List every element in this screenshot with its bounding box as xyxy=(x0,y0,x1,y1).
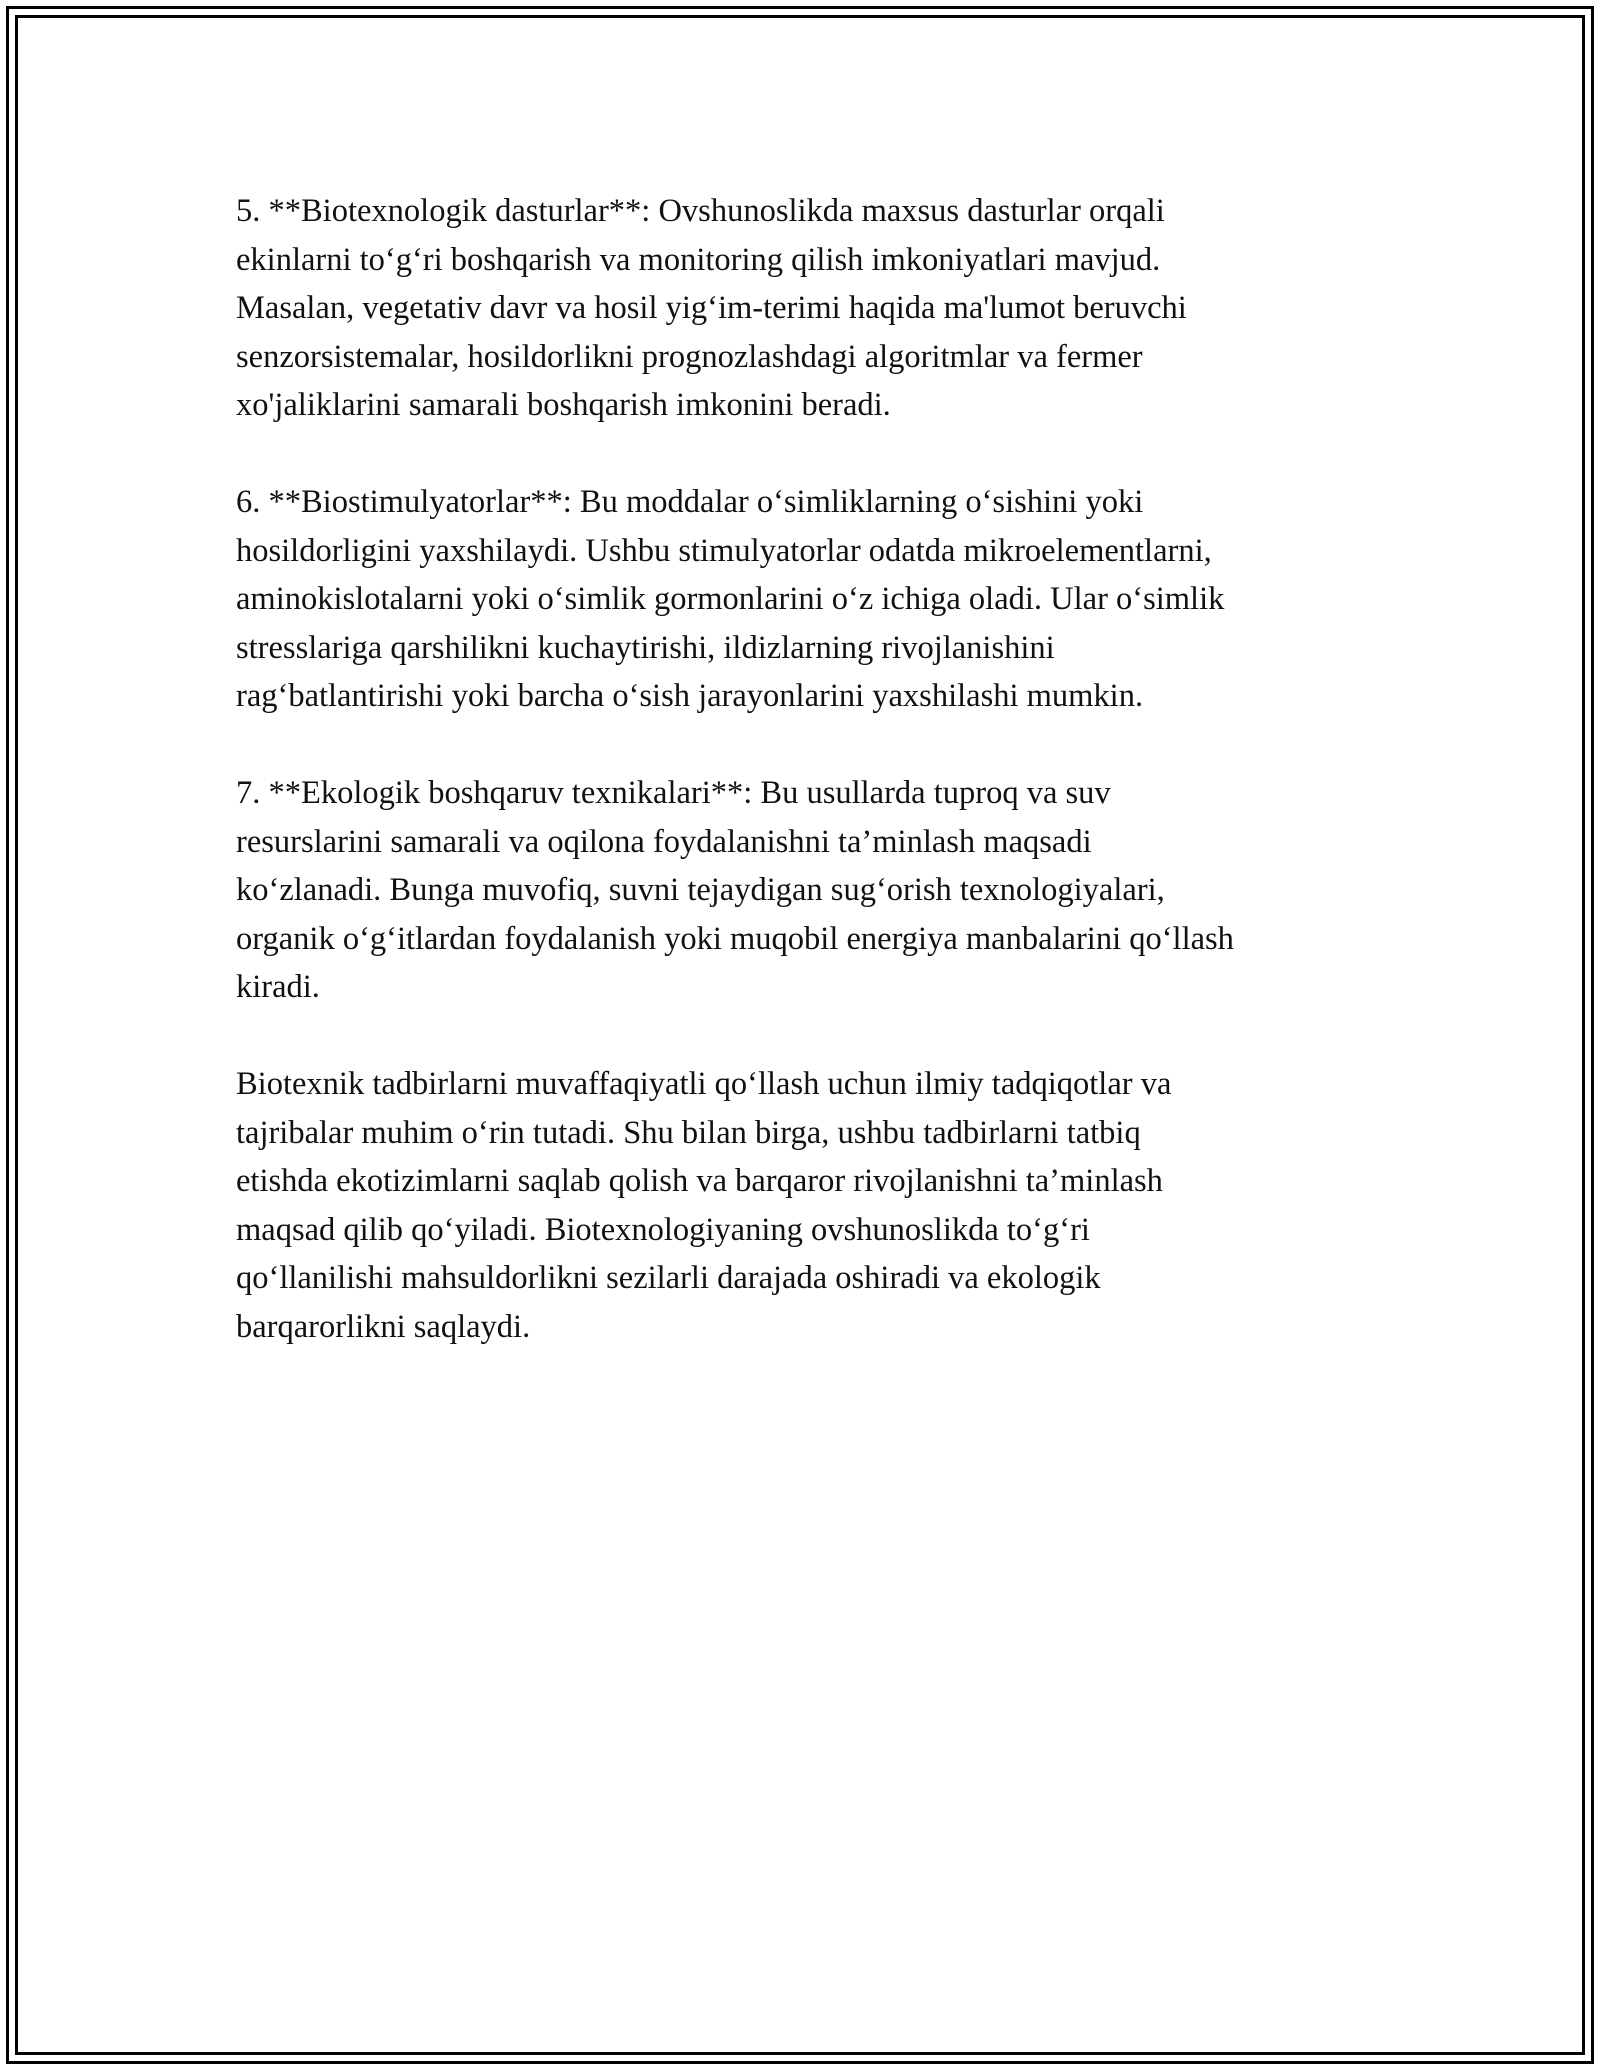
paragraph-biotechnology-programs: 5. **Biotexnologik dasturlar**: Ovshunoslikda maxsus dasturlar orqali ekinlarni to‘g‘ri boshqarish va monitoring qilish imkoniyatlari mavjud. Masalan, vegetativ davr va hosil yig‘im-terimi haqida ma'lumot beruvchi senzorsistemalar, hosildorlikni prognozlashdagi algoritmlar va fermer xo'jaliklarini samarali boshqarish imkonini beradi. xyxy=(236,193,1187,423)
document-body xyxy=(236,187,1396,1400)
paragraph-conclusion: Biotexnik tadbirlarni muvaffaqiyatli qo‘llash uchun ilmiy tadqiqotlar va tajribalar muhim o‘rin tutadi. Shu bilan birga, ushbu tadbirlarni tatbiq etishda ekotizimlarni saqlab qolish va barqaror rivojlanishni ta’minlash maqsad qilib qo‘yiladi. Biotexnologiyaning ovshunoslikda to‘g‘ri qo‘llanilishi mahsuldorlikni sezilarli darajada oshiradi va ekologik barqarorlikni saqlaydi. xyxy=(236,1066,1172,1345)
paragraph-biostimulants: 6. **Biostimulyatorlar**: Bu moddalar o‘simliklarning o‘sishini yoki hosildorligini yaxshilaydi. Ushbu stimulyatorlar odatda mikroelementlarni, aminokislotalarni yoki o‘simlik gormonlarini o‘z ichiga oladi. Ular o‘simlik stresslariga qarshilikni kuchaytirishi, ildizlarning rivojlanishini rag‘batlantirishi yoki barcha o‘sish jarayonlarini yaxshilashi mumkin. xyxy=(236,484,1225,714)
paragraph-ecological-management: 7. **Ekologik boshqaruv texnikalari**: Bu usullarda tuproq va suv resurslarini samarali va oqilona foydalanishni ta’minlash maqsadi ko‘zlanadi. Bunga muvofiq, suvni tejaydigan sug‘orish texnologiyalari, organik o‘g‘itlardan foydalanish yoki muqobil energiya manbalarini qo‘llash kiradi. xyxy=(236,775,1234,1005)
